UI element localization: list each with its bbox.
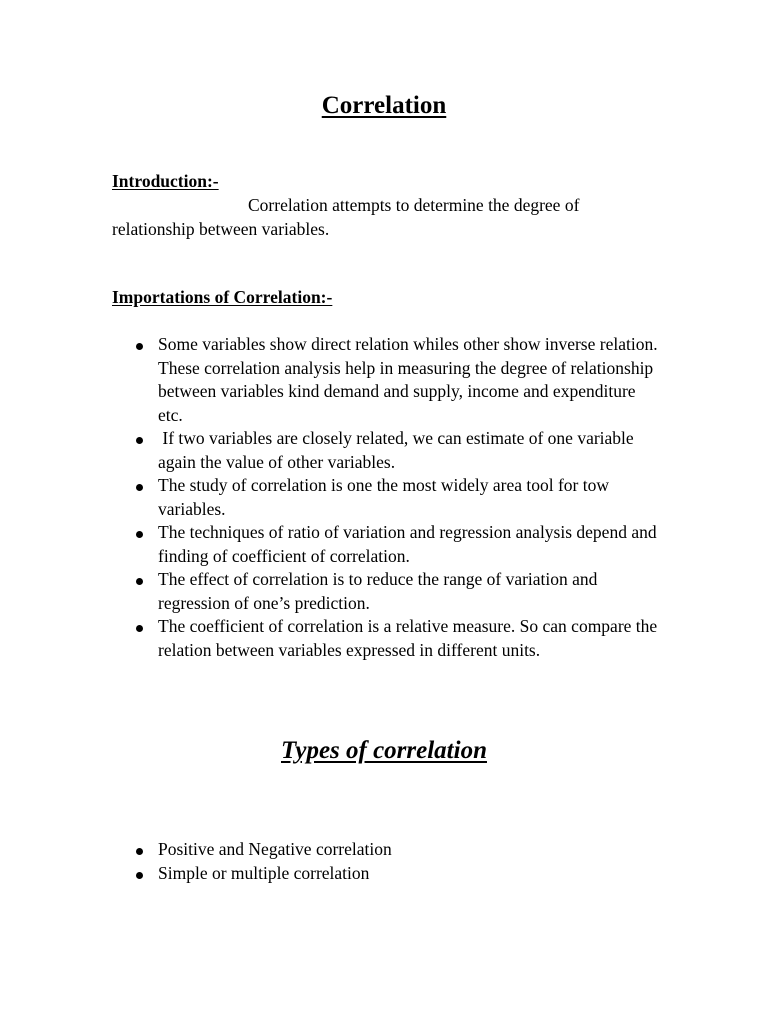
introduction-text: Correlation attempts to determine the degree of relationship between variables. <box>112 195 580 239</box>
bullet-icon <box>136 343 143 350</box>
page-title: Correlation <box>321 92 447 119</box>
list-item <box>0 521 658 568</box>
bullet-icon <box>136 578 143 585</box>
importance-heading: Importations of Correlation:- <box>112 287 333 307</box>
importance-list <box>0 333 658 662</box>
types-heading: Types of correlation <box>281 737 487 764</box>
list-item <box>0 427 658 474</box>
introduction-heading: Introduction:- <box>112 171 219 191</box>
list-item <box>0 838 658 862</box>
bullet-icon <box>136 437 143 444</box>
list-item-text: Simple or multiple correlation <box>158 862 370 883</box>
types-list <box>0 838 658 885</box>
list-item <box>0 333 658 427</box>
list-item <box>0 568 658 615</box>
list-item-text: The effect of correlation is to reduce the range of variation and regression of one’s prediction. <box>158 569 598 613</box>
list-item-text: The coefficient of correlation is a relative measure. So can compare the relation between variables expressed in different units. <box>158 616 658 660</box>
bullet-icon <box>136 531 143 538</box>
list-item-text: Some variables show direct relation whiles other show inverse relation. These correlation analysis help in measuring the degree of relationship between variables kind demand and supply, income and expenditure etc. <box>158 334 658 425</box>
list-item <box>0 474 658 521</box>
list-item <box>0 862 658 886</box>
bullet-icon <box>136 484 143 491</box>
bullet-icon <box>136 848 143 855</box>
list-item-text: The study of correlation is one the most widely area tool for tow variables. <box>158 475 609 519</box>
list-item <box>0 615 658 662</box>
bullet-icon <box>136 625 143 632</box>
bullet-icon <box>136 872 143 879</box>
list-item-text: Positive and Negative correlation <box>158 839 392 859</box>
list-item-text: If two variables are closely related, we can estimate of one variable again the value of other variables. <box>158 428 639 472</box>
list-item-text: The techniques of ratio of variation and regression analysis depend and finding of coefficient of correlation. <box>158 522 657 566</box>
